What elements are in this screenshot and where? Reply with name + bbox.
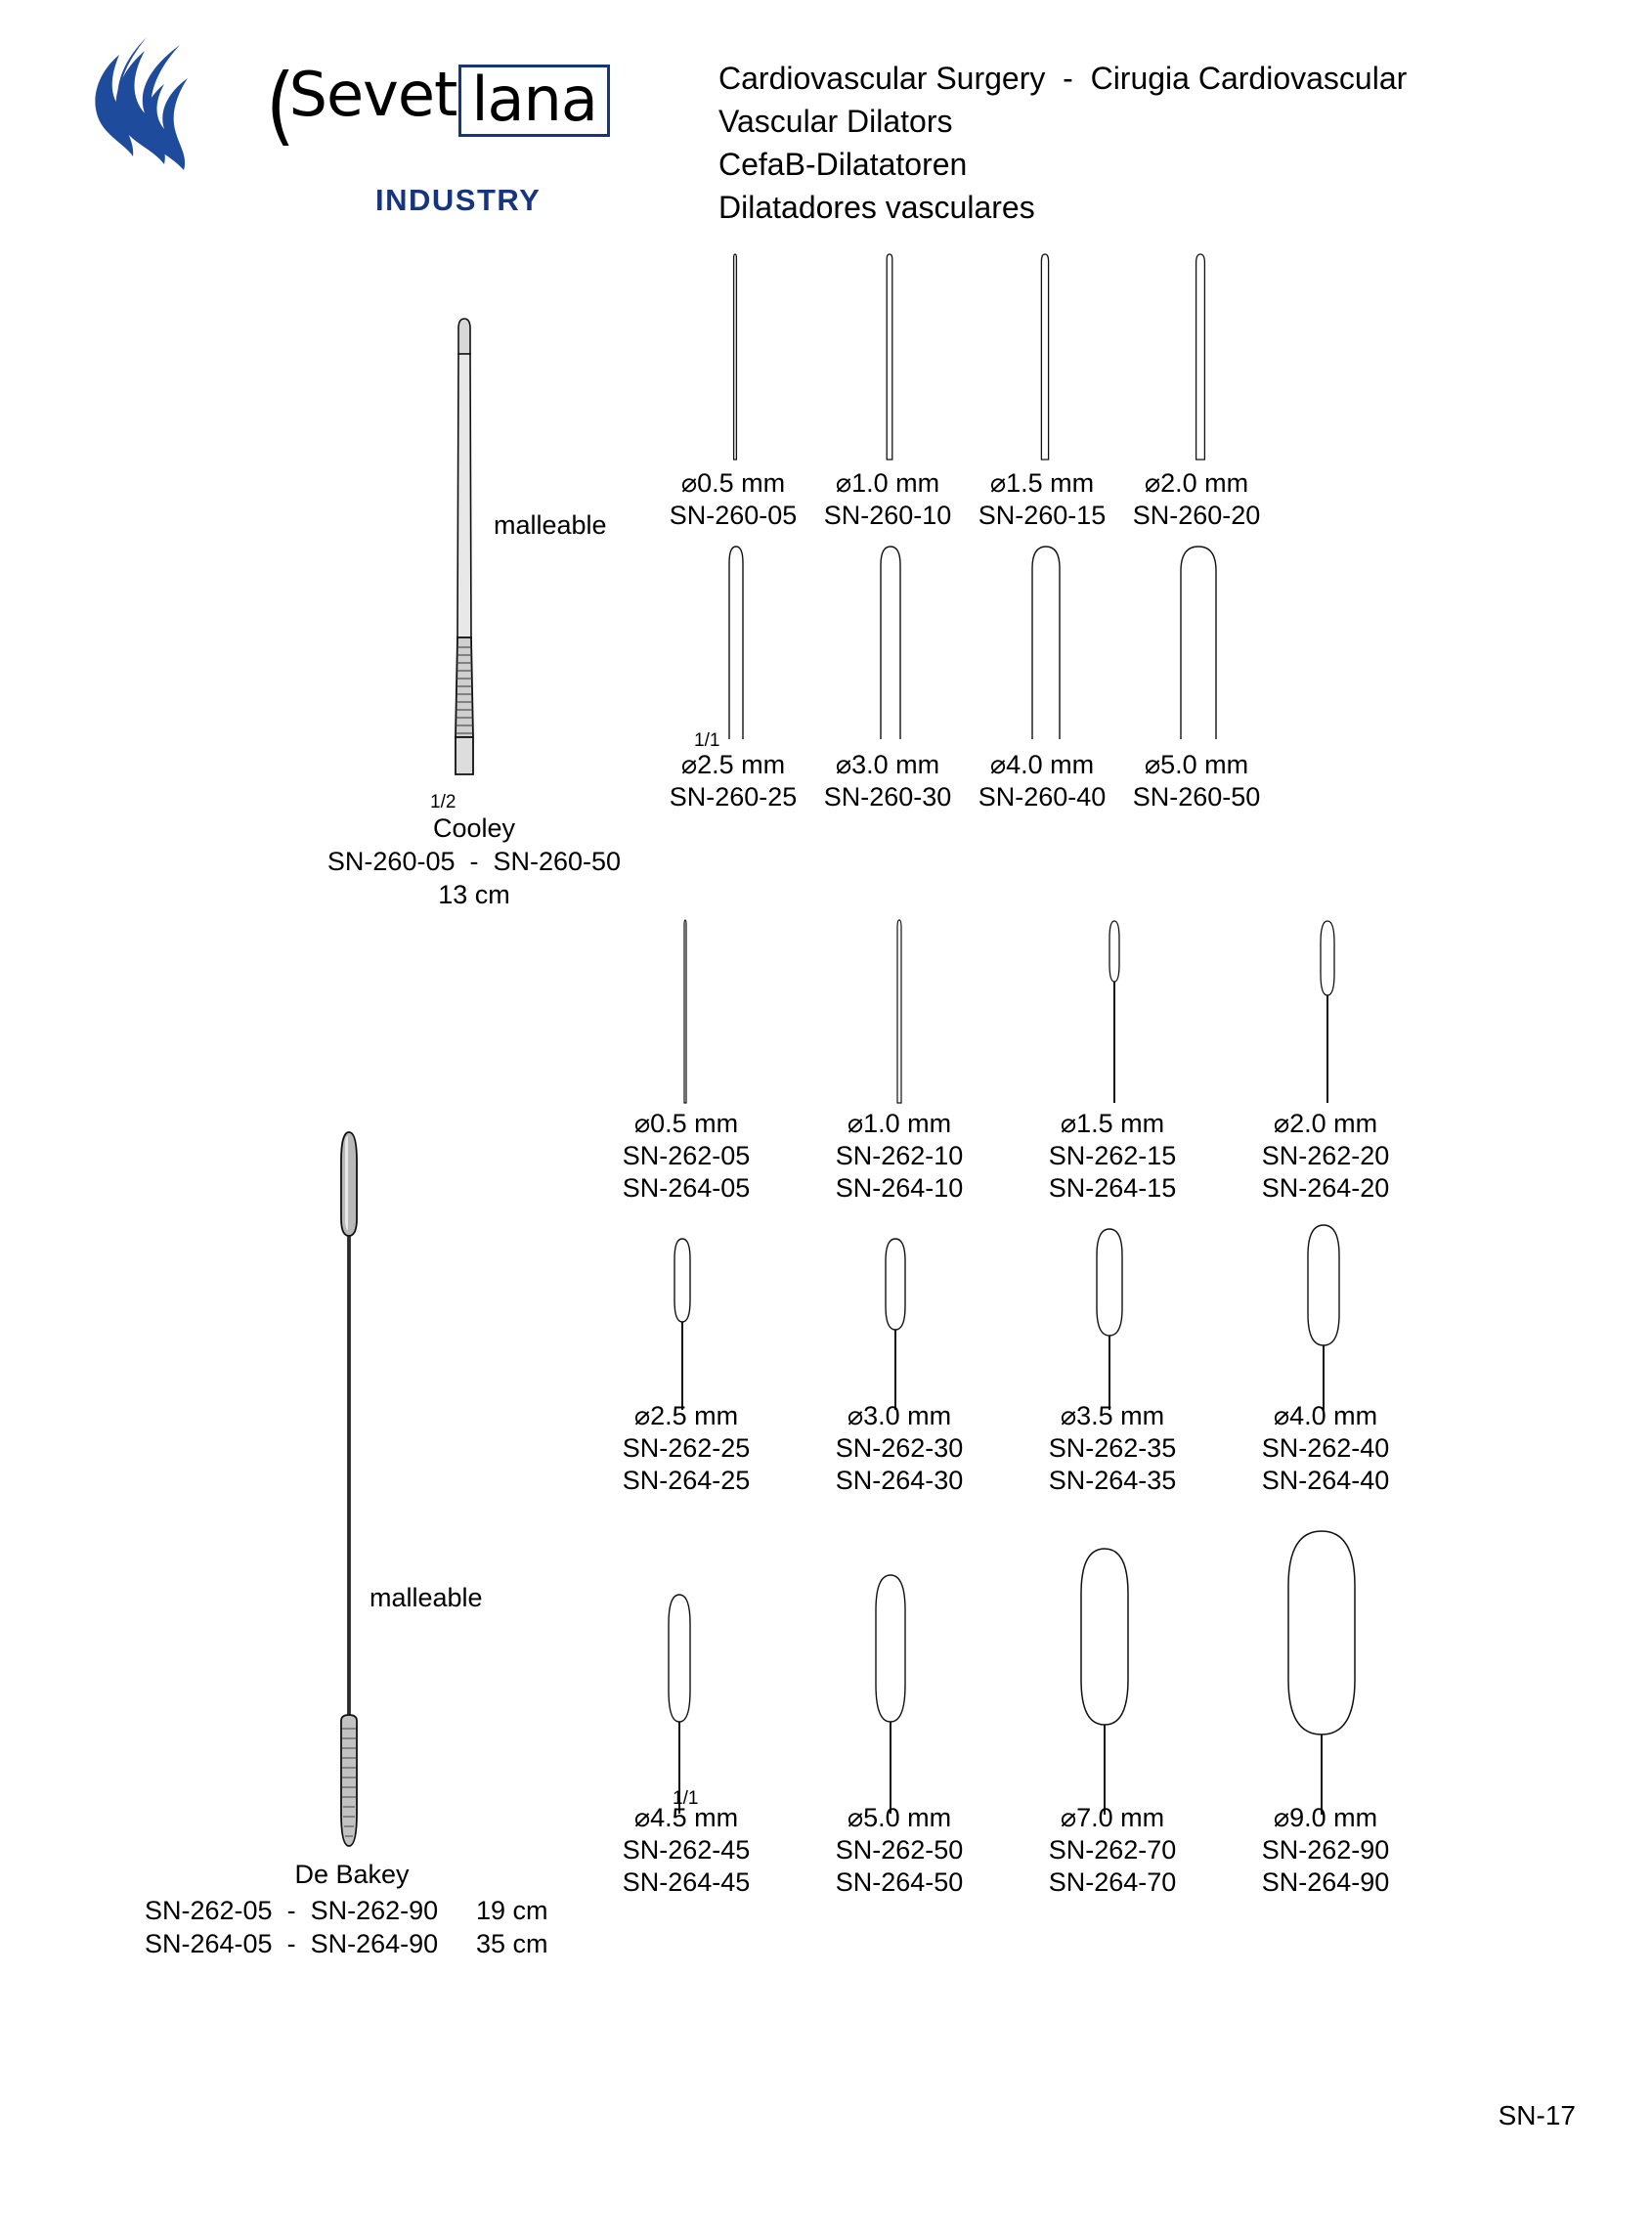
debakey-item-drawing [1089, 1224, 1134, 1410]
diameter-symbol-icon: ⌀ [1060, 1401, 1077, 1431]
cooley-item-code: SN-260-40 [978, 782, 1107, 812]
diameter-symbol-icon: ⌀ [633, 1803, 651, 1833]
brand-name-lana: lana [471, 64, 597, 135]
debakey-item-code: SN-264-20 [1261, 1173, 1390, 1203]
debakey-item-code: SN-264-40 [1261, 1466, 1390, 1495]
debakey-item-code: SN-262-35 [1048, 1433, 1177, 1463]
diameter-symbol-icon: ⌀ [1060, 1109, 1077, 1139]
debakey-item-code: SN-262-10 [835, 1141, 964, 1170]
cooley-item-drawing [1024, 544, 1067, 739]
debakey-item-diameter: ⌀2.0 mm [1273, 1109, 1378, 1139]
cooley-item-diameter: ⌀3.0 mm [835, 750, 940, 780]
debakey-item-drawing [1073, 1543, 1144, 1815]
cooley-scale-half: 1/2 [430, 792, 456, 812]
cooley-item-drawing [873, 544, 908, 739]
debakey-item-diameter: ⌀3.0 mm [847, 1401, 952, 1431]
header-title-block [718, 57, 1407, 229]
cooley-item-code: SN-260-05 [669, 501, 798, 530]
diameter-symbol-icon: ⌀ [680, 750, 698, 780]
debakey-item-diameter: ⌀1.5 mm [1060, 1109, 1165, 1139]
diameter-symbol-icon: ⌀ [847, 1109, 864, 1139]
debakey-scale-full: 1/1 [673, 1788, 699, 1809]
cooley-caption-length: 13 cm [438, 880, 510, 909]
debakey-caption-range-2: SN-264-05 - SN-264-90 [145, 1929, 439, 1958]
debakey-item-code: SN-264-45 [622, 1867, 751, 1897]
header-line-german: CefaB-Dilatatoren [718, 147, 968, 182]
diameter-symbol-icon: ⌀ [1273, 1803, 1290, 1833]
debakey-caption-length-2: 35 cm [476, 1929, 548, 1958]
debakey-item-diameter: ⌀2.5 mm [633, 1401, 739, 1431]
cooley-malleable-label: malleable [494, 510, 607, 540]
cooley-item-diameter: ⌀2.5 mm [680, 750, 786, 780]
debakey-item-code: SN-264-30 [835, 1466, 964, 1495]
cooley-item-code: SN-260-50 [1132, 782, 1261, 812]
debakey-item-code: SN-262-45 [622, 1835, 751, 1865]
page-number: SN-17 [1498, 2100, 1576, 2130]
brand-wordmark [266, 54, 610, 154]
diameter-symbol-icon: ⌀ [1273, 1109, 1290, 1139]
debakey-item-code: SN-264-50 [835, 1867, 964, 1897]
debakey-item-diameter: ⌀4.5 mm [633, 1803, 739, 1833]
debakey-item-code: SN-264-90 [1261, 1867, 1390, 1897]
debakey-item-diameter: ⌀5.0 mm [847, 1803, 952, 1833]
debakey-item-code: SN-264-10 [835, 1173, 964, 1203]
cooley-item-diameter: ⌀0.5 mm [680, 468, 786, 499]
header-line-spanish: Dilatadores vasculares [718, 190, 1035, 225]
debakey-item-code: SN-262-40 [1261, 1433, 1390, 1463]
diameter-symbol-icon: ⌀ [633, 1401, 651, 1431]
cooley-item-diameter: ⌀1.5 mm [989, 468, 1095, 499]
cooley-item-diameter: ⌀1.0 mm [835, 468, 940, 499]
cooley-item-drawing [1036, 252, 1054, 460]
diameter-symbol-icon: ⌀ [835, 750, 852, 780]
debakey-item-code: SN-262-05 [622, 1141, 751, 1170]
debakey-item-drawing [667, 1234, 702, 1410]
debakey-item-code: SN-262-50 [835, 1835, 964, 1865]
debakey-reference-instrument [327, 1122, 370, 1895]
debakey-item-diameter: ⌀9.0 mm [1273, 1803, 1378, 1833]
diameter-symbol-icon: ⌀ [680, 468, 698, 499]
cooley-item-diameter: ⌀2.0 mm [1144, 468, 1249, 499]
debakey-caption-length-1: 19 cm [476, 1896, 548, 1925]
cooley-item-drawing [1173, 544, 1226, 739]
brand-subtitle-industry: INDUSTRY [375, 183, 542, 217]
cooley-item-code: SN-260-20 [1132, 501, 1261, 530]
cooley-item-drawing [882, 252, 897, 460]
debakey-item-drawing [868, 1569, 919, 1814]
cooley-reference-instrument [445, 315, 484, 813]
brand-paren-glyph: ( [266, 54, 295, 154]
cooley-item-code: SN-260-30 [823, 782, 952, 812]
cooley-item-drawing [721, 544, 751, 739]
debakey-caption-name: De Bakey [294, 1860, 410, 1889]
cooley-item-diameter: ⌀4.0 mm [989, 750, 1095, 780]
diameter-symbol-icon: ⌀ [989, 750, 1007, 780]
debakey-item-diameter: ⌀1.0 mm [847, 1109, 952, 1139]
cooley-scale-full: 1/1 [694, 730, 720, 751]
page-header [0, 0, 1652, 225]
debakey-item-drawing [1315, 917, 1340, 1103]
cooley-item-diameter: ⌀5.0 mm [1144, 750, 1249, 780]
diameter-symbol-icon: ⌀ [1273, 1401, 1290, 1431]
diameter-symbol-icon: ⌀ [989, 468, 1007, 499]
debakey-item-code: SN-262-90 [1261, 1835, 1390, 1865]
debakey-item-code: SN-264-70 [1048, 1867, 1177, 1897]
diameter-symbol-icon: ⌀ [847, 1803, 864, 1833]
brand-name-lana-box [458, 65, 610, 137]
debakey-item-code: SN-262-30 [835, 1433, 964, 1463]
debakey-caption-range-1: SN-262-05 - SN-262-90 [145, 1896, 439, 1925]
debakey-item-code: SN-264-15 [1048, 1173, 1177, 1203]
diameter-symbol-icon: ⌀ [1144, 750, 1161, 780]
debakey-item-code: SN-264-25 [622, 1466, 751, 1495]
debakey-item-diameter: ⌀3.5 mm [1060, 1401, 1165, 1431]
diameter-symbol-icon: ⌀ [1060, 1803, 1077, 1833]
debakey-item-drawing [1300, 1220, 1353, 1410]
debakey-item-drawing [678, 917, 692, 1103]
diameter-symbol-icon: ⌀ [1144, 468, 1161, 499]
debakey-item-drawing [1281, 1525, 1370, 1815]
cooley-item-drawing [728, 252, 742, 460]
debakey-item-code: SN-264-35 [1048, 1466, 1177, 1495]
debakey-item-diameter: ⌀4.0 mm [1273, 1401, 1378, 1431]
sevetlana-flame-logo-icon [86, 35, 203, 172]
cooley-item-code: SN-260-15 [978, 501, 1107, 530]
debakey-item-code: SN-262-15 [1048, 1141, 1177, 1170]
debakey-item-diameter: ⌀7.0 mm [1060, 1803, 1165, 1833]
cooley-item-code: SN-260-25 [669, 782, 798, 812]
header-line-english: Cardiovascular Surgery - Cirugia Cardiovascular [718, 61, 1408, 96]
debakey-item-drawing [878, 1234, 917, 1410]
debakey-malleable-label: malleable [370, 1583, 483, 1612]
cooley-caption-name: Cooley [432, 813, 516, 843]
debakey-item-drawing [891, 917, 907, 1103]
debakey-item-code: SN-262-70 [1048, 1835, 1177, 1865]
brand-name-sevet: Sevet [288, 59, 457, 130]
debakey-item-drawing [1104, 917, 1125, 1103]
debakey-item-drawing [661, 1589, 704, 1814]
diameter-symbol-icon: ⌀ [835, 468, 852, 499]
cooley-caption-range: SN-260-05 - SN-260-50 [326, 847, 622, 876]
debakey-item-code: SN-264-05 [622, 1173, 751, 1203]
cooley-item-drawing [1191, 252, 1210, 460]
diameter-symbol-icon: ⌀ [633, 1109, 651, 1139]
header-line-product: Vascular Dilators [718, 104, 953, 139]
cooley-item-code: SN-260-10 [823, 501, 952, 530]
debakey-item-code: SN-262-20 [1261, 1141, 1390, 1170]
debakey-item-code: SN-262-25 [622, 1433, 751, 1463]
debakey-item-diameter: ⌀0.5 mm [633, 1109, 739, 1139]
diameter-symbol-icon: ⌀ [847, 1401, 864, 1431]
